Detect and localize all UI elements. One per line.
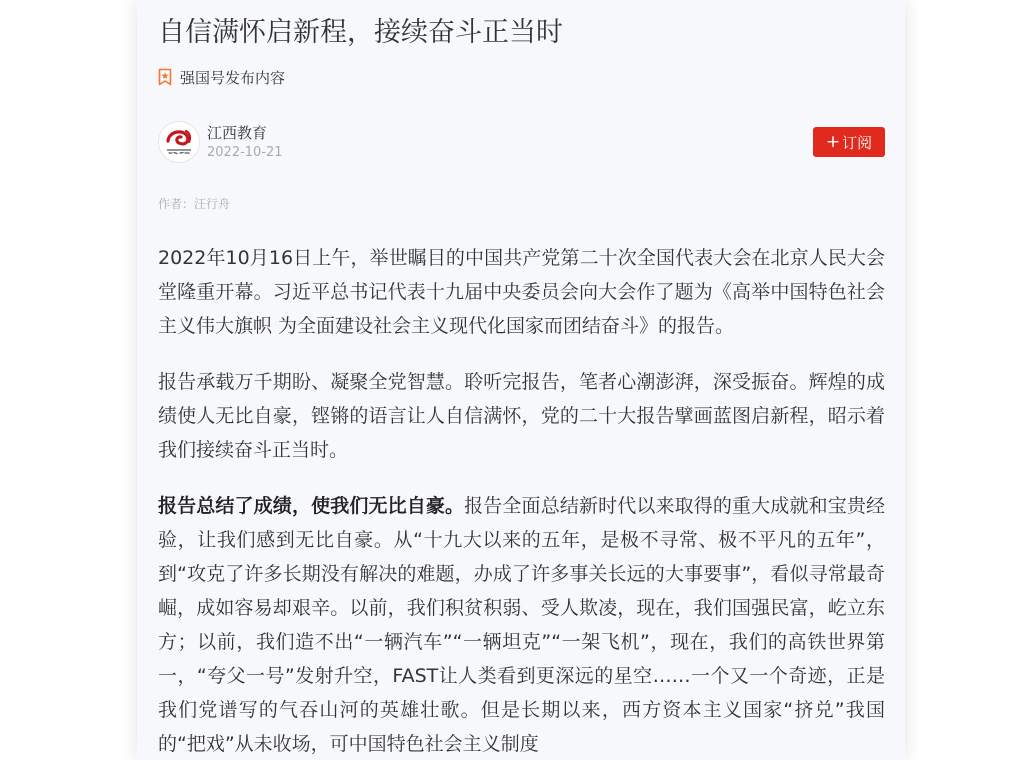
publish-date: 2022-10-21 — [207, 145, 283, 160]
article-paragraph — [158, 489, 885, 760]
article-card — [137, 0, 905, 760]
jiangxi-education-logo — [159, 122, 199, 162]
paragraph-text: 2022年10月16日上午，举世瞩目的中国共产党第二十次全国代表大会在北京人民大会堂隆重开幕。习近平总书记代表十九届中央委员会向大会作了题为《高举中国特色社会主义伟大旗帜 为全面建设社会主义现代化国家而团结奋斗》的报告。 — [158, 247, 885, 337]
subscribe-label: 订阅 — [842, 133, 873, 152]
publisher-row — [158, 121, 885, 165]
article-body — [158, 241, 885, 760]
publisher-avatar[interactable] — [158, 121, 200, 163]
publisher-name[interactable]: 江西教育 — [207, 124, 268, 142]
article-paragraph — [158, 365, 885, 467]
paragraph-text: 报告承载万千期盼、凝聚全党智慧。聆听完报告，笔者心潮澎湃，深受振奋。辉煌的成绩使人无比自豪，铿锵的语言让人自信满怀，党的二十大报告擘画蓝图启新程，昭示着我们接续奋斗正当时。 — [158, 371, 885, 461]
source-label: 强国号发布内容 — [180, 68, 286, 87]
paragraph-lead: 报告总结了成绩，使我们无比自豪。 — [158, 495, 465, 517]
article-byline: 作者：汪行舟 — [158, 197, 231, 211]
bookmark-star-icon — [158, 68, 172, 86]
paragraph-text: 报告全面总结新时代以来取得的重大成就和宝贵经验，让我们感到无比自豪。从“十九大以来的五年，是极不寻常、极不平凡的五年”，到“攻克了许多长期没有解决的难题，办成了许多事关长远的大事要事”，看似寻常最奇崛，成如容易却艰辛。以前，我们积贫积弱、受人欺凌，现在，我们国强民富，屹立东方；以前，我们造不出“一辆汽车”“一辆坦克”“一架飞机”，现在，我们的高铁世界第一，“夸父一号”发射升空，FAST让人类看到更深远的星空……一个又一个奇迹，正是我们党谱写的气吞山河的英雄壮歌。但是长期以来，西方资本主义国家“挤兑”我国的“把戏”从未收场，可中国特色社会主义制度 — [158, 495, 885, 755]
source-row — [158, 66, 885, 88]
subscribe-button[interactable] — [813, 127, 885, 157]
article-paragraph — [158, 241, 885, 343]
plus-icon: + — [825, 131, 841, 152]
article-title: 自信满怀启新程，接续奋斗正当时 — [158, 17, 563, 48]
